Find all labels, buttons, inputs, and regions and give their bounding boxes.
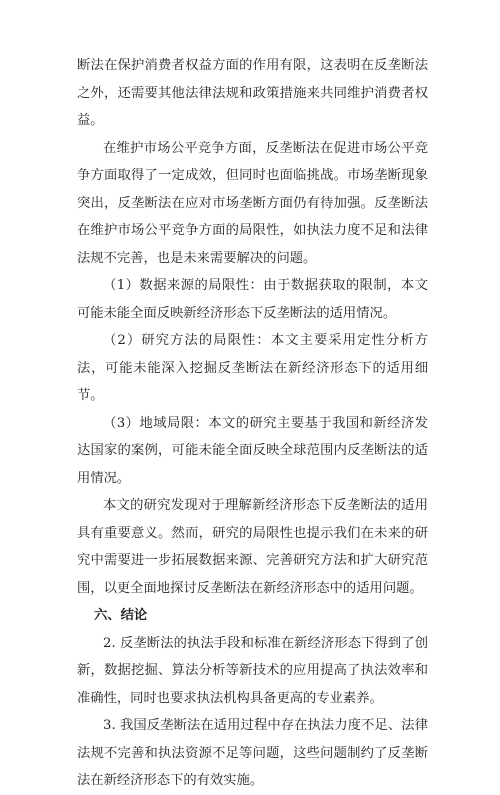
paragraph-significance: 本文的研究发现对于理解新经济形态下反垄断法的适用具有重要意义。然而，研究的局限性也提示我们在未来的研究中需要进一步拓展数据来源、完善研究方法和扩大研究范围，以更全面地探讨反垄断法在新经济形态中的适用问题。 [77, 498, 428, 596]
paragraph-market-competition: 在维护市场公平竞争方面，反垄断法在促进市场公平竞争方面取得了一定成效，但同时也面临挑战。市场垄断现象突出，反垄断法在应对市场垄断方面仍有待加强。反垄断法在维护市场公平竞争方面的局限性，如执法力度不足和法律法规不完善，也是未来需要解决的问题。 [77, 140, 428, 266]
document-body [77, 52, 428, 795]
limitation-region: （3）地域局限：本文的研究主要基于我国和新经济发达国家的案例，可能未能全面反映全球范围内反垄断法的适用情况。 [77, 415, 428, 486]
conclusion-item-2: 2. 反垄断法的执法手段和标准在新经济形态下得到了创新，数据挖掘、算法分析等新技术的应用提高了执法效率和准确性，同时也要求执法机构具备更高的专业素养。 [77, 635, 428, 706]
paragraph-continued: 断法在保护消费者权益方面的作用有限，这表明在反垄断法之外，还需要其他法律法规和政策措施来共同维护消费者权益。 [77, 58, 428, 128]
conclusion-item-3: 3. 我国反垄断法在适用过程中存在执法力度不足、法律法规不完善和执法资源不足等问题，这些问题制约了反垄断法在新经济形态下的有效实施。 [77, 718, 428, 788]
limitation-research-method: （2）研究方法的局限性：本文主要采用定性分析方法，可能未能深入挖掘反垄断法在新经济形态下的适用细节。 [77, 333, 428, 403]
limitation-data-source: （1）数据来源的局限性：由于数据获取的限制，本文可能未能全面反映新经济形态下反垄断法的适用情况。 [77, 278, 428, 321]
section-heading-conclusion: 六、结论 [94, 608, 148, 623]
